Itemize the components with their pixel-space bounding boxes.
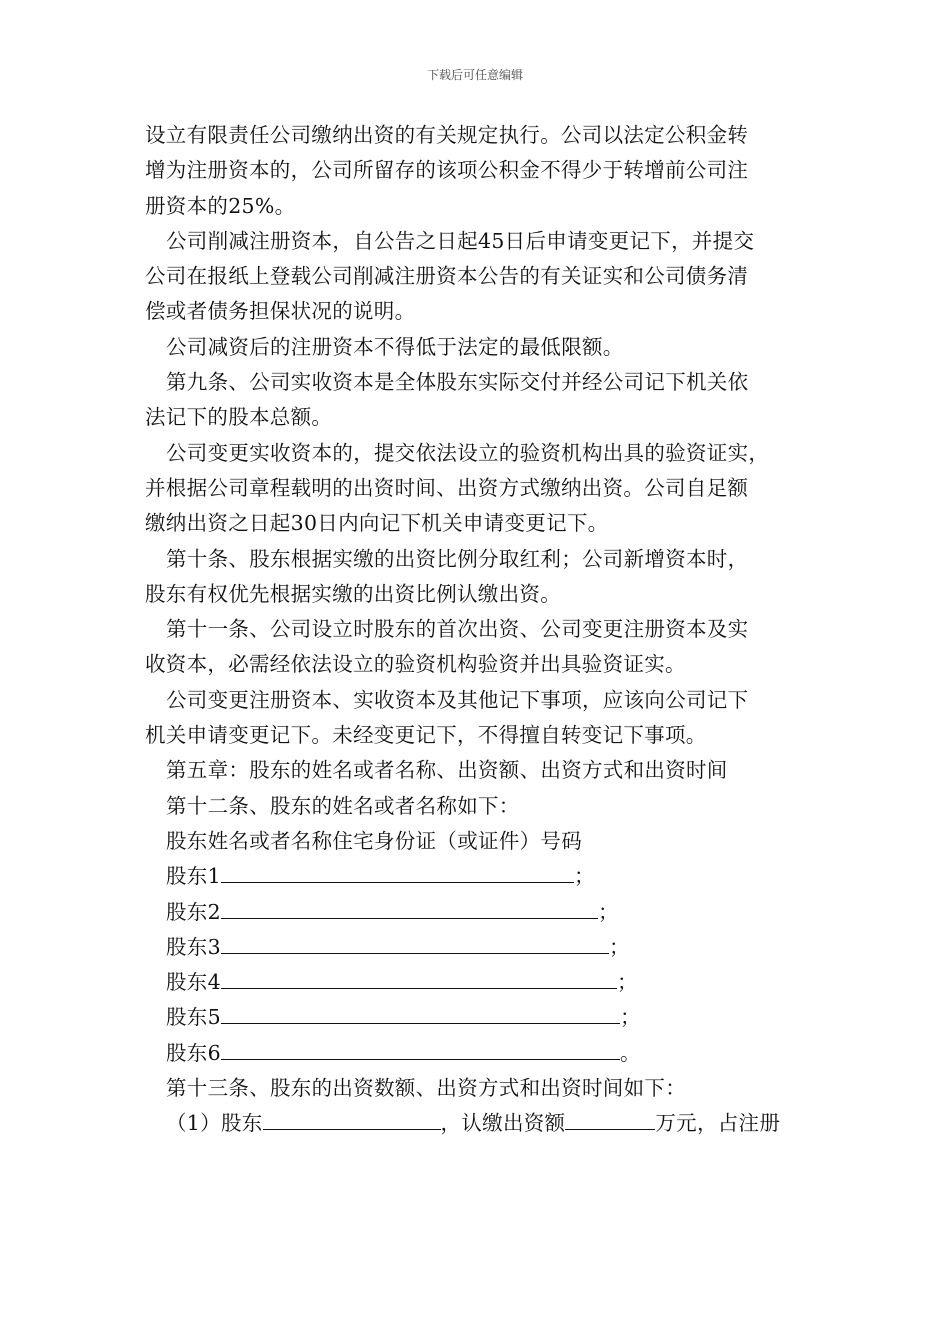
row-end-punct: 。	[619, 1040, 641, 1065]
shareholder-row	[145, 859, 817, 894]
contribution-row	[145, 1106, 817, 1141]
shareholder-label: 股东1	[166, 864, 221, 889]
shareholder-row	[145, 965, 817, 1000]
paragraph-line: 收资本，必需经依法设立的验资机构验资并出具验资证实。	[145, 652, 686, 677]
shareholder-row	[145, 1000, 817, 1035]
article-13-heading: 第十三条、股东的出资数额、出资方式和出资时间如下：	[166, 1076, 686, 1101]
paragraph-line: 第九条、公司实收资本是全体股东实际交付并经公司记下机关依	[166, 370, 749, 395]
paragraph-line: 公司在报纸上登载公司削减注册资本公告的有关证实和公司债务清	[145, 264, 749, 289]
row-end-punct: ；	[616, 970, 638, 995]
row-end-punct: ；	[608, 934, 630, 959]
shareholder-label: 股东3	[166, 934, 221, 959]
shareholder-row	[145, 1036, 817, 1071]
paragraph-line: 设立有限责任公司缴纳出资的有关规定执行。公司以法定公积金转	[145, 123, 749, 147]
paragraph-line: 册资本的25%。	[145, 193, 296, 218]
shareholder-label: 股东5	[166, 1005, 221, 1030]
chapter-heading: 第五章：股东的姓名或者名称、出资额、出资方式和出资时间	[166, 758, 728, 783]
shareholder-label: 股东2	[166, 899, 221, 924]
row-end-punct: ；	[573, 864, 595, 889]
name-blank-field[interactable]	[221, 864, 574, 883]
paragraph-line: 股东有权优先根据实缴的出资比例认缴出资。	[145, 581, 561, 606]
paragraph-line: 机关申请变更记下。未经变更记下，不得擅自转变记下事项。	[145, 723, 707, 748]
shareholder-row	[145, 930, 817, 965]
paragraph-line: 公司变更注册资本、实收资本及其他记下事项，应该向公司记下	[166, 687, 749, 712]
page-header: 下载后可任意编辑	[426, 68, 523, 82]
paragraph-line: 第十条、股东根据实缴的出资比例分取红利；公司新增资本时，	[166, 546, 749, 571]
shareholder-label: 股东4	[166, 970, 221, 995]
paragraph-line: 增为注册资本的，公司所留存的该项公积金不得少于转增前公司注	[145, 158, 749, 183]
paragraph-line: 偿或者债务担保状况的说明。	[145, 299, 416, 324]
name-blank-field[interactable]	[221, 935, 609, 954]
name-blank-field[interactable]	[221, 900, 598, 919]
name-blank-field[interactable]	[221, 1005, 620, 1024]
document-body	[145, 118, 817, 1142]
paragraph-line: 公司削减注册资本，自公告之日起45日后申请变更记下，并提交	[166, 228, 755, 253]
paragraph-line: 第十二条、股东的姓名或者名称如下：	[166, 793, 520, 818]
name-blank-field[interactable]	[221, 1041, 620, 1060]
name-blank-field[interactable]	[221, 970, 617, 989]
row-end-punct: ；	[597, 899, 619, 924]
paragraph-line: 公司变更实收资本的，提交依法设立的验资机构出具的验资证实，	[166, 440, 770, 465]
paragraph-line: 缴纳出资之日起30日内向记下机关申请变更记下。	[145, 511, 609, 536]
shareholder-row	[145, 895, 817, 930]
contribution-mid: ，认缴出资额	[440, 1111, 566, 1136]
paragraph-line: 公司减资后的注册资本不得低于法定的最低限额。	[166, 334, 624, 359]
shareholder-label: 股东6	[166, 1040, 221, 1065]
amount-blank[interactable]	[565, 1111, 655, 1130]
contribution-prefix: （1）股东	[166, 1111, 263, 1136]
paragraph-line: 法记下的股本总额。	[145, 405, 333, 430]
paragraph-line: 第十一条、公司设立时股东的首次出资、公司变更注册资本及实	[166, 617, 749, 642]
table-heading: 股东姓名或者名称住宅身份证（或证件）号码	[166, 828, 582, 853]
paragraph-line: 并根据公司章程载明的出资时间、出资方式缴纳出资。公司自足额	[145, 475, 749, 500]
shareholder-name-blank[interactable]	[263, 1111, 441, 1130]
contribution-suffix: 万元，占注册	[655, 1111, 781, 1136]
row-end-punct: ；	[619, 1005, 641, 1030]
